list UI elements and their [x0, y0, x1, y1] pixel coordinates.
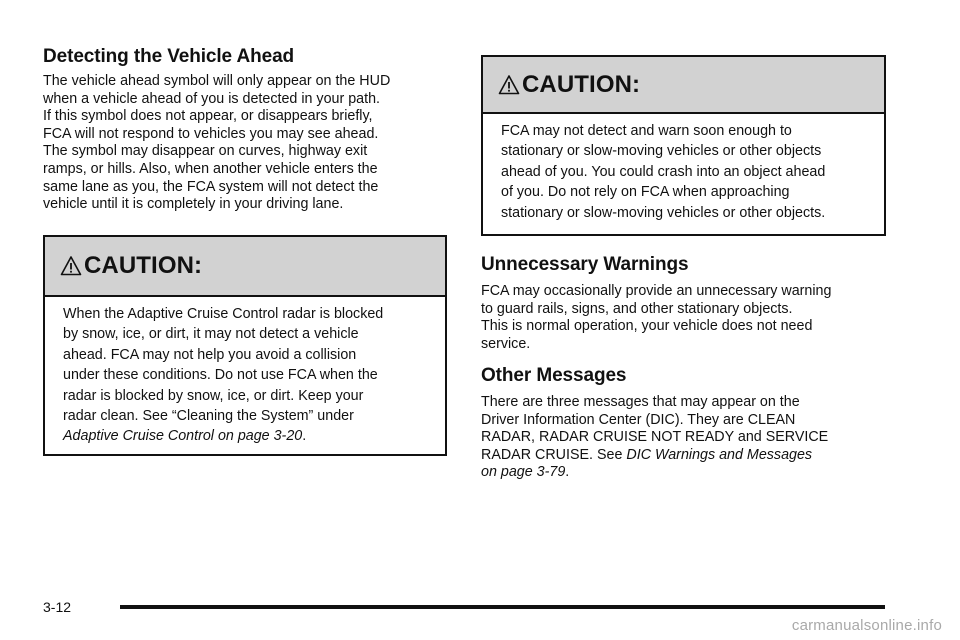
caution-text: FCA may not detect and warn soon enough to stationary or slow-moving vehicles or other objects ahead of you. You could crash into an object ahead of you. Do not rely on FCA when approaching stationary or slow-moving vehicles or other objects.: [501, 123, 826, 221]
detecting-paragraph: The vehicle ahead symbol will only appear on the HUD when a vehicle ahead of you is detected in your path. If this symbol does not appear, or disappears briefly, FCA will not respond to vehicles you may see ahead. The symbol may disappear on curves, highway exit ramps, or hills. Also, when another vehicle enters the same lane as you, the FCA system will not detect the vehicle until it is completely in your driving lane.: [43, 73, 391, 213]
section-heading-unnecessary: Unnecessary Warnings: [481, 254, 689, 275]
cross-reference-link[interactable]: DIC Warnings and Messages: [626, 446, 813, 463]
footer-rule: [120, 605, 885, 609]
watermark: carmanualsonline.info: [791, 617, 942, 634]
cross-reference-link[interactable]: Adaptive Cruise Control on page 3-20: [63, 428, 303, 445]
warning-triangle-icon: [498, 74, 520, 96]
warning-triangle-icon: [60, 255, 82, 277]
unnecessary-paragraph: FCA may occasionally provide an unnecessary warning to guard rails, signs, and other stationary objects. This is normal operation, your vehicle does not need service.: [481, 283, 832, 352]
cross-reference-link-page[interactable]: on page 3-79: [481, 464, 566, 481]
caution-text: When the Adaptive Cruise Control radar is blocked by snow, ice, or dirt, it may not detect a vehicle ahead. FCA may not help you avoid a collision under these conditions. Do not use FCA when the radar is blocked by snow, ice, or dirt. Keep your radar clean. See “Cleaning the System” under Adaptive Cruise Control on page 3-20.: [63, 306, 384, 445]
caution-header: [45, 237, 445, 297]
caution-header: [483, 57, 884, 114]
caution-box-radar-blocked: [43, 235, 447, 456]
section-heading-detecting: Detecting the Vehicle Ahead: [43, 46, 295, 67]
section-heading-other-messages: Other Messages: [481, 365, 627, 386]
caution-box-fca-detect: [481, 55, 886, 236]
caution-title: CAUTION:: [522, 70, 641, 98]
other-messages-paragraph: There are three messages that may appear on the Driver Information Center (DIC). They are CLEAN RADAR, RADAR CRUISE NOT READY and SERVICE RADAR CRUISE. See DIC Warnings and Messages on page 3-79.: [481, 394, 829, 481]
caution-title: CAUTION:: [84, 252, 203, 279]
page-number: 3-12: [43, 599, 72, 615]
